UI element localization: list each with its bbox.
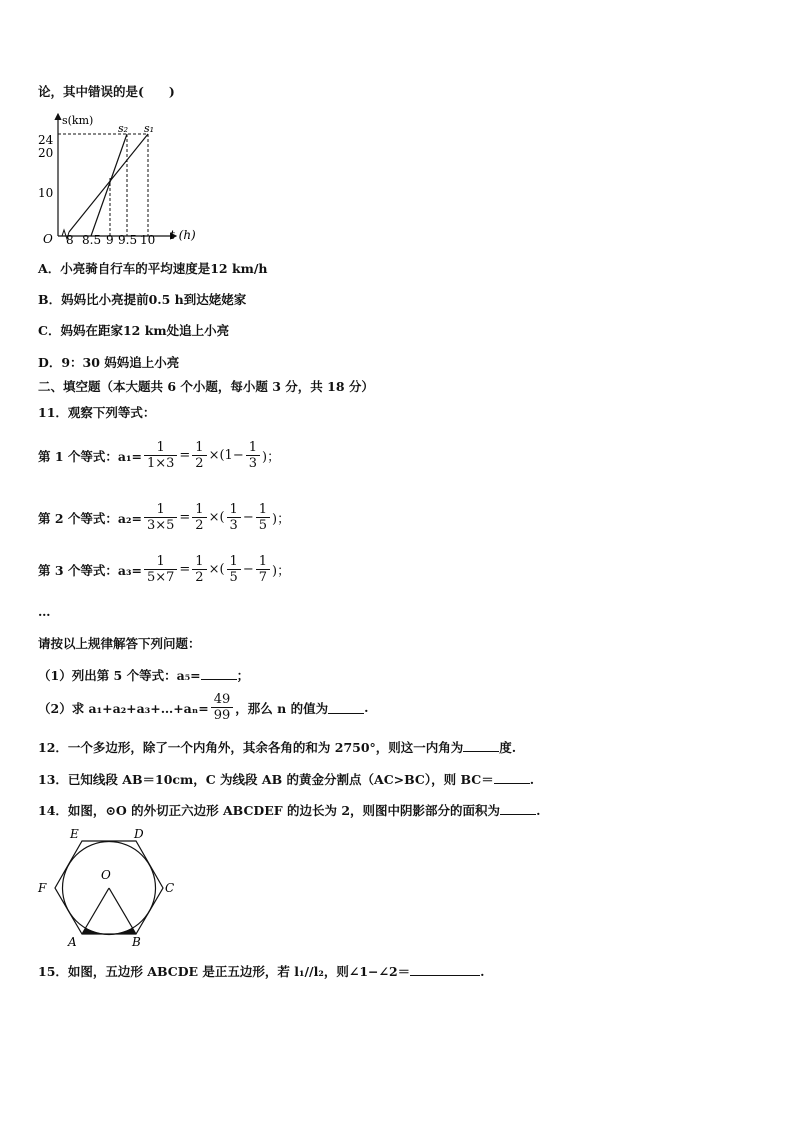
q13: 13．已知线段 AB＝10cm，C 为线段 AB 的黄金分割点（AC>BC），则 BC＝ . <box>38 772 535 787</box>
origin-label: O <box>43 232 53 246</box>
q10-stem: 论，其中错误的是( ) <box>38 84 175 99</box>
eq1-prefix: 第 1 个等式：a₁= <box>38 448 142 464</box>
x-tick-9.5: 9.5 <box>118 233 138 247</box>
q11-equation-1: 第 1 个等式：a₁= $\frac{1}{1\times 3}$ = $\frac{1}{2}$ ×(1− $\frac{1}{3}$ )； <box>38 440 281 471</box>
q14-hexagon-circle-figure <box>34 826 184 951</box>
eq1-fraction-3: $\frac{1}{3}$ <box>246 440 260 471</box>
q12: 12．一个多边形，除了一个内角外，其余各角的和为 2750°，则这一内角为 度. <box>38 740 517 755</box>
q11-part2-answer-blank <box>328 701 364 714</box>
hexagon-abcdef <box>55 841 163 934</box>
y-tick-10: 10 <box>38 186 54 200</box>
q14-answer-blank <box>500 802 536 815</box>
q11-part2: （2）求 a₁+a₂+a₃+…+aₙ= $\frac{49}{99}$ ，那么 n 的值为 . <box>38 692 369 723</box>
line-s1 <box>69 134 148 232</box>
q12-answer-blank <box>463 739 499 752</box>
label-f: F <box>38 881 47 895</box>
eq1-fraction-1: $\frac{1}{1\times 3}$ <box>144 440 177 471</box>
x-tick-8.5: 8.5 <box>82 233 102 247</box>
y-tick-24: 24 <box>38 133 54 147</box>
q11-equation-2: 第 2 个等式：a₂= $\frac{1}{3\times 5}$ = $\frac{1}{2}$ ×( $\frac{1}{3}$ − $\frac{1}{5}$ )； <box>38 502 291 533</box>
q11-part2-fraction: $\frac{49}{99}$ <box>211 692 234 723</box>
segment-oa <box>82 888 109 934</box>
shaded-region-right <box>109 928 136 934</box>
q10-option-d: D．9：30 妈妈追上小亮 <box>38 355 180 370</box>
eq2-prefix: 第 2 个等式：a₂= <box>38 510 142 526</box>
label-e: E <box>70 827 79 841</box>
x-tick-8: 8 <box>66 233 74 247</box>
q11-stem: 11．观察下列等式： <box>38 405 156 420</box>
q11-part1: （1）列出第 5 个等式：a₅= ； <box>38 668 250 683</box>
q10-option-c: C．妈妈在距家12 km处追上小亮 <box>38 323 230 338</box>
q15: 15．如图，五边形 ABCDE 是正五边形，若 l₁//l₂，则∠1−∠2＝ . <box>38 964 485 979</box>
line-s2 <box>91 134 127 236</box>
q11-equation-3: 第 3 个等式：a₃= $\frac{1}{5\times 7}$ = $\frac{1}{2}$ ×( $\frac{1}{5}$ − $\frac{1}{7}$ )； <box>38 554 291 585</box>
eq3-fraction-4: $\frac{1}{7}$ <box>256 554 270 585</box>
eq3-fraction-1: $\frac{1}{5\times 7}$ <box>144 554 177 585</box>
label-c: C <box>165 881 175 895</box>
line-label-s2: s₂ <box>118 122 129 135</box>
y-axis-label: s(km) <box>62 114 94 127</box>
x-tick-9: 9 <box>106 233 114 247</box>
label-o: O <box>101 868 111 882</box>
x-axis-label: t (h) <box>170 228 196 242</box>
q10-option-b: B．妈妈比小亮提前0.5 h到达姥姥家 <box>38 292 247 307</box>
eq1-fraction-2: $\frac{1}{2}$ <box>192 440 206 471</box>
q10-option-a: A．小亮骑自行车的平均速度是12 km/h <box>38 261 268 276</box>
q15-answer-blank <box>410 963 480 976</box>
y-tick-20: 20 <box>38 146 54 160</box>
q13-answer-blank <box>494 771 530 784</box>
segment-ob <box>109 888 136 934</box>
eq2-fraction-4: $\frac{1}{5}$ <box>256 502 270 533</box>
eq3-prefix: 第 3 个等式：a₃= <box>38 562 142 578</box>
eq2-fraction-2: $\frac{1}{2}$ <box>192 502 206 533</box>
eq2-fraction-3: $\frac{1}{3}$ <box>227 502 241 533</box>
shaded-region-left <box>82 928 109 934</box>
section-fill-in-blank-header: 二、填空题（本大题共 6 个小题，每小题 3 分，共 18 分） <box>38 379 374 394</box>
q10-distance-time-graph <box>36 108 206 248</box>
eq3-fraction-3: $\frac{1}{5}$ <box>227 554 241 585</box>
q11-part1-answer-blank <box>201 667 237 680</box>
q14: 14．如图，⊙O 的外切正六边形 ABCDEF 的边长为 2，则图中阴影部分的面积为 . <box>38 803 541 818</box>
line-label-s1: s₁ <box>144 122 155 135</box>
x-tick-10: 10 <box>140 233 156 247</box>
q11-ellipsis: … <box>38 604 51 619</box>
label-a: A <box>68 935 77 949</box>
q11-instruction: 请按以上规律解答下列问题： <box>38 636 201 651</box>
label-d: D <box>134 827 144 841</box>
eq2-fraction-1: $\frac{1}{3\times 5}$ <box>144 502 177 533</box>
eq3-fraction-2: $\frac{1}{2}$ <box>192 554 206 585</box>
label-b: B <box>132 935 141 949</box>
